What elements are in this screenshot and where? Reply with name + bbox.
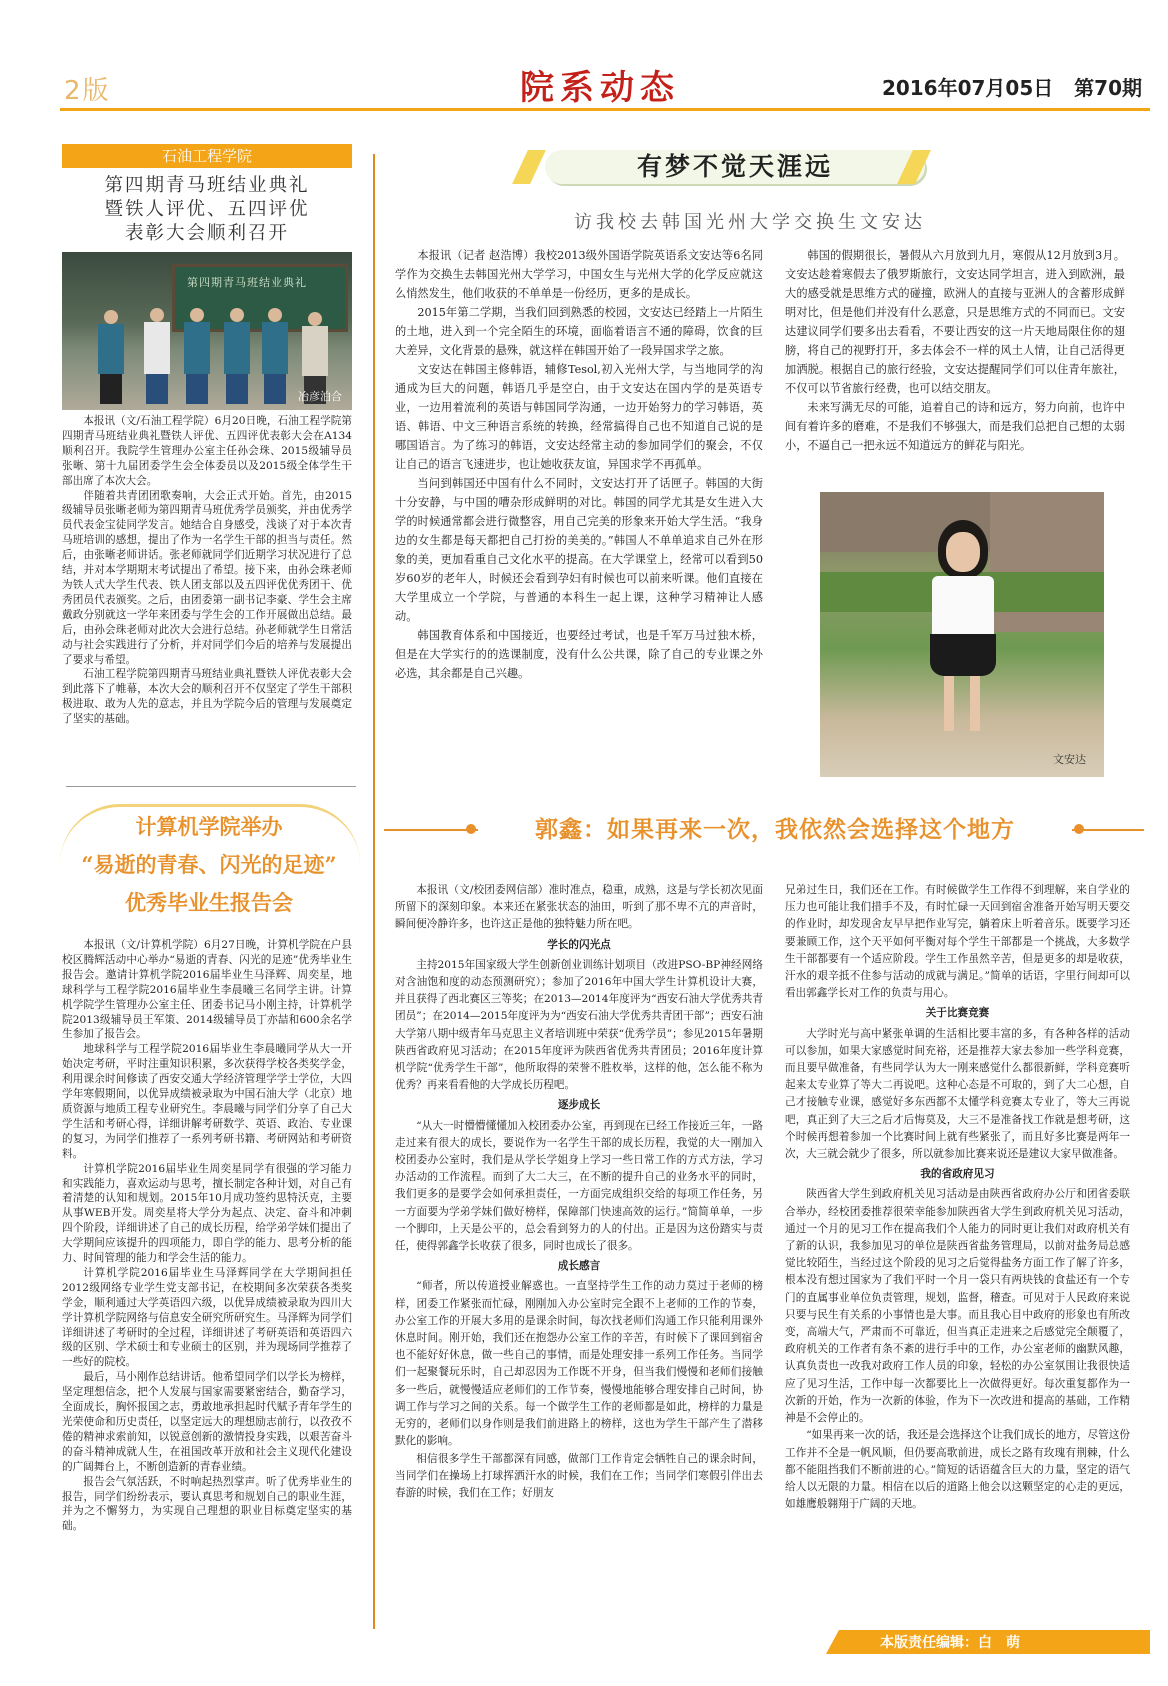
subheading: 学长的闪光点 bbox=[547, 938, 611, 951]
paragraph: 最后，马小刚作总结讲话。他希望同学们以学长为榜样，坚定理想信念，把个人发展与国家需要紧密结合，勤奋学习，全面成长，胸怀报国之志，勇敢地承担起时代赋予青年学生的光荣使命和历史责任，以坚定远大的理想励志前行，以孜孜不倦的精神求索前知，以锐意创新的激情投身实践，以艰苦奋斗的奋斗精神成就人生，在祖国改革开放和社会主义现代化建设的广阔舞台上，不断创造新的青春业绩。 bbox=[62, 1371, 352, 1473]
paragraph: 韩国教育体系和中国接近，也要经过考试，也是千军万马过独木桥，但是在大学实行的的选课制度，没有什么公共课，除了自己的专业课之外必选，其余都是自己兴趣。 bbox=[395, 629, 763, 680]
petroleum-body bbox=[62, 414, 352, 727]
dream-subheadline: 访我校去韩国光州大学交换生文安达 bbox=[574, 212, 926, 233]
headline-deco-left bbox=[512, 150, 546, 184]
masthead-rule bbox=[60, 108, 1150, 111]
paragraph: 本报讯（文/计算机学院）6月27日晚，计算机学院在户县校区腾辉活动中心举办“易逝的青春、闪光的足迹”优秀毕业生报告会。邀请计算机学院2016届毕业生马泽辉、周奕星，地球科学与工程学院2016届毕业生李晨曦三名同学主讲。计算机学院学生管理办公室主任、团委书记马小刚主持，计算机学院2013级辅导员王军策、2014级辅导员丁亦喆和600余名学生参加了报告会。 bbox=[62, 939, 352, 1041]
headline-line: 第四期青马班结业典礼 bbox=[104, 175, 310, 196]
dream-col2 bbox=[785, 246, 1125, 455]
dream-col1 bbox=[395, 246, 763, 683]
rule-dot-left bbox=[466, 824, 476, 834]
paragraph: 2015年第二学期，当我们回到熟悉的校园，文安达已经踏上一片陌生的土地，进入到一个完全陌生的环境，面临着语言不通的障碍，饮食的巨大差异，文化背景的悬殊，就这样在韩国开始了一段异国求学之旅。 bbox=[395, 306, 763, 357]
headline-line: 暨铁人评优、五四评优 bbox=[104, 199, 310, 220]
paragraph: 本报讯（记者 赵浩博）我校2013级外国语学院英语系文安达等6名同学作为交换生去韩国光州大学学习，中国女生与光州大学的化学反应就这么悄然发生，他们收获的不单单是一份经历，更多的是成长。 bbox=[395, 249, 763, 300]
footer-editor: 本版责任编辑：白 萌 bbox=[880, 1635, 1020, 1651]
subheading: 逐步成长 bbox=[557, 1099, 601, 1112]
paragraph: 未来写满无尽的可能，追着自己的诗和远方，努力向前，也许中间有着许多的磨难，不是我们不够强大，而是我们总把自己想的太弱小，不逼自己一把永远不知道远方的鲜花与阳光。 bbox=[785, 401, 1125, 452]
paragraph: 兄弟过生日，我们还在工作。有时候做学生工作得不到理解，来自学业的压力也可能让我们措手不及，有时忙碌一天回到宿舍准备开始写明天要交的作业时，却发现舍友早早把作业写完，躺着床上听着音乐。既要学习还要兼顾工作，这个天平如何平衡对每个学生干部都是一个挑战，大多数学生干部都要有一个适应阶段。学生工作虽然辛苦，但是更多的却是收获，汗水的艰辛抵不住参与活动的成就与满足。”简单的话语，字里行间却可以看出郭鑫学长对工作的负责与用心。 bbox=[785, 884, 1130, 1000]
headline-line: “易逝的青春、闪光的足迹” bbox=[81, 852, 337, 877]
column-divider bbox=[373, 154, 375, 1629]
paragraph: 韩国的假期很长，暑假从六月放到九月，寒假从12月放到3月。文安达趁着寒假去了俄罗斯旅行，文安达同学坦言，进入到欧洲，最大的感受就是思维方式的碰撞，欧洲人的直接与亚洲人的含蓄形成鲜明对比，但是他们并没有什么恶意，只是思维方式的不同而已。文安达建议同学们要多出去看看，不要让西安的这一片天地局限住你的翅膀，将自己的视野打开，多去体会不一样的风土人情，让自己活得更加洒脱。根据自己的旅行经验，文安达提醒同学们可以住青年旅社，不仅可以节省旅行经费，也可以结交朋友。 bbox=[785, 249, 1125, 395]
petroleum-headline bbox=[62, 174, 352, 246]
left-divider bbox=[66, 786, 356, 787]
issue-number: 第70期 bbox=[1074, 76, 1142, 100]
headline-line: 优秀毕业生报告会 bbox=[125, 890, 293, 915]
paragraph: 本报讯（文/校团委网信部）准时准点，稳重，成熟，这是与学长初次见面所留下的深刻印象。本来还在紧张状态的油田，听到了那不卑不亢的声音时，瞬间便冷静许多，也许这正是他的独特魅力所在吧。 bbox=[395, 884, 763, 931]
paragraph: “如果再来一次的话，我还是会选择这个让我们成长的地方，尽管这份工作并不全是一帆风顺，但仍要高歌前进，成长之路有玫瑰有荆棘，什么都不能阻挡我们不断前进的心。”简短的话语蕴含巨大的力量，坚定的语气给人以无限的力量。相信在以后的道路上他会以这颗坚定的心走的更远，如雄鹰般翱翔于广阔的天地。 bbox=[785, 1429, 1130, 1511]
headline-line: 表彰大会顺利召开 bbox=[124, 223, 289, 244]
guoxin-col2 bbox=[785, 882, 1130, 1513]
paragraph: 本报讯（文/石油工程学院）6月20日晚，石油工程学院第四期青马班结业典礼暨铁人评优、五四评优表彰大会在A134顺利召开。我院学生管理办公室主任孙会珠、2015级辅导员张晰、第十九届团委学生会全体委员以及2015级全体学生干部出席了本次大会。 bbox=[62, 415, 352, 487]
guoxin-col1 bbox=[395, 882, 763, 1502]
dream-headline: 有梦不觉天涯远 bbox=[636, 152, 833, 181]
edition-label: 2版 bbox=[64, 76, 111, 106]
paragraph: 文安达在韩国主修韩语，辅修Tesol,初入光州大学，与当地同学的沟通成为巨大的问题，韩语几乎是空白，由于文安达在国内学的是英语专业，一边用着流利的英语与韩国同学沟通，一边开始努力的学习韩语，英语、韩语、中文三种语言系统的转换，经常搞得自己也不知道自己说的是哪国语言。为了练习的韩语，文安达经常主动的参加同学们的聚会，不仅让自己的语言飞速进步，也让她收获友谊，异国求学不再孤单。 bbox=[395, 363, 763, 471]
paragraph: 计算机学院2016届毕业生马泽辉同学在大学期间担任2012级网络专业学生党支部书记，在校期间多次荣获各类奖学金，顺利通过大学英语四六级，以优异成绩被录取为四川大学计算机学院网络与信息安全研究所研究生。马泽辉为同学们详细讲述了考研时的全过程，详细讲述了考研英语和英语四六级的区别、学术硕士和专业硕士的区别，并为现场同学推荐了一些好的院校。 bbox=[62, 1266, 352, 1369]
subheading: 我的省政府见习 bbox=[920, 1168, 995, 1181]
subheading: 关于比赛竞赛 bbox=[925, 1007, 990, 1020]
dream-photo bbox=[820, 492, 1104, 777]
paragraph: 计算机学院2016届毕业生周奕星同学有很强的学习能力和实践能力，喜欢运动与思考，擅长制定各种计划，对自己有着清楚的认知和规划。2015年10月成功签约思特沃克，主要从事WEB开发。周奕星将大学分为起点、决定、奋斗和冲刺四个阶段，详细讲述了自己的成长历程，给学弟学妹们提出了大学期间应该提升的四项能力，即自学的能力、思考分析的能力、时间管理的能力和学会生活的能力。 bbox=[62, 1162, 352, 1265]
computer-body bbox=[62, 938, 352, 1534]
guoxin-headline: 郭鑫：如果再来一次，我依然会选择这个地方 bbox=[478, 810, 1072, 850]
computer-headline bbox=[56, 808, 362, 922]
paragraph: 主持2015年国家级大学生创新创业训练计划项目（改进PSO-BP神经网络对含油饱和度的动态预测研究）；参加了2016年中国大学生计算机设计大赛，并且获得了西北赛区三等奖；在2013—2014年度评为“西安石油大学优秀共青团员”；在2014—2015年度评为为“西安石油大学优秀共青团干部”；西安石油大学第八期中级青年马克思主义者培训班中荣获“优秀学员”；参见2015年暑期陕西省政府见习活动；在2015年度评为陕西省优秀共青团员；2016年度计算机学院“优秀学生干部”，他所取得的荣誉不胜枚举，这样的他，怎么能不称为优秀？再来看看他的大学成长历程吧。 bbox=[395, 958, 763, 1092]
rule-dot-right bbox=[1074, 824, 1084, 834]
paragraph: 相信很多学生干部都深有同感，做部门工作肯定会牺牲自己的课余时间，当同学们在操场上打球挥洒汗水的时候，我们在工作；当同学们寒假引伴出去春游的时候，我们在工作；好朋友 bbox=[395, 1452, 763, 1499]
paragraph: “师者，所以传道授业解惑也。一直坚持学生工作的动力莫过于老师的榜样，团委工作紧张而忙碌，刚刚加入办公室时完全跟不上老师的工作的节奏，办公室工作的开展大多用的是课余时间，每次找老师们沟通工作只能利用课外休息时间。刚开始，我们还在抱怨办公室工作的辛苦，有时候下了课回到宿舍也不能好好休息，做一些自己的事情，而是处理安排一系列工作任务。当同学们一起聚餐玩乐时，自己却忍因为工作既不开身，但当我们慢慢和老师们接触多一些后，就慢慢适应老师们的工作节奏，慢慢地能够合理安排自己时间，协调工作与学习之间的关系。每一个做学生工作的老师都是如此，榜样的力量是无穷的，老师们以身作则是我们前进路上的榜样，这也为学生干部产生了潜移默化的影响。 bbox=[395, 1280, 763, 1448]
paragraph: 当问到韩国还中国有什么不同时，文安达打开了话匣子。韩国的大街十分安静，与中国的嘈杂形成鲜明的对比。韩国的同学尤其是女生进入大学的时候通常都会进行微整容，用自己完美的形象来开始大学生活。“我身边的女生都是每天都把自己打扮的美美的。”韩国人不单单追求自己外在形象的美，更加看重自己文化水平的提高。在大学课堂上，经常可以看到50岁60岁的老年人，时候还会看到孕妇有时候也可以前来听课。他们直接在大学里成立一个学院，与普通的本科生一起上课，这种学习精神让人感动。 bbox=[395, 477, 763, 623]
paragraph: 石油工程学院第四期青马班结业典礼暨铁人评优表彰大会到此落下了帷幕，本次大会的顺利召开不仅坚定了学生干部积极进取、敢为人先的意志，并且为学院今后的管理与发展奠定了坚实的基础。 bbox=[62, 668, 352, 726]
photo-watermark: 冶彦泊合 bbox=[298, 390, 342, 403]
issue-date bbox=[882, 72, 1142, 101]
paragraph: “从大一时懵懵懂懂加入校团委办公室，再到现在已经工作接近三年，一路走过来有很大的成长，要说作为一名学生干部的成长历程，我觉的大一刚加入校团委办公室时，我们是从学长学姐身上学习一些日常工作的方式方法，学习办活动的工作流程。而到了大二大三，在不断的提升自己的业务水平的同时，我们更多的是要学会如何承担责任，一方面完成组织交给的每项工作任务，另一方面要为学弟学妹们做好榜样，保障部门快速高效的运行。”简简单单，一步一个脚印，上天是公平的，总会看到努力的人的付出。正是因为这份踏实与责任，使得郭鑫学长收获了很多，同时也成长了很多。 bbox=[395, 1119, 763, 1253]
paragraph: 地球科学与工程学院2016届毕业生李晨曦同学从大一开始决定考研，平时注重知识积累，多次获得学校各类奖学金，利用课余时间修读了西安交通大学经济管理学学士学位，大四学年寒假期间，以优异成绩被录取为中国石油大学（北京）地质资源与地质工程专业研究生。李晨曦与同学们分享了自己大学生活和考研心得，详细讲解考研数学、英语、政治、专业课的复习，为同学们推荐了一系列考研书籍、考研网站和考研资料。 bbox=[62, 1043, 352, 1160]
section-title: 院系动态 bbox=[520, 68, 680, 108]
petroleum-photo: 第四期青马班结业典礼 冶彦泊合 bbox=[62, 252, 352, 410]
paragraph: 伴随着共青团团歌奏响，大会正式开始。首先，由2015级辅导员张晰老师为第四期青马班优秀学员颁奖，并由优秀学员代表金宝徒同学发言。她结合自身感受，浅谈了对于本次青马班培训的感想，提出了作为一名学生干部的担当与责任。然后，由张晰老师讲话。张老师就同学们近期学习状况进行了总结，并对本学期期末考试提出了希望。接下来，由孙会珠老师为铁人式大学生代表、铁人团支部以及五四评优优秀团干、优秀团员代表颁奖。之后，由团委第一副书记李豪、学生会主席戴政分别就这一学年来团委与学生会的工作开展做出总结。最后，由孙会珠老师对此次大会进行总结。孙老师就学生日常活动与社会实践进行了分析，并对同学们今后的培养与发展提出了要求与希望。 bbox=[62, 489, 352, 666]
dream-photo-caption: 文安达 bbox=[1053, 753, 1086, 766]
paragraph: 大学时光与高中紧张单调的生活相比要丰富的多，有各种各样的活动可以参加，如果大家感觉时间充裕，还是推荐大家去参加一些学科竞赛，而且要早做准备，有些同学认为大一刚来感觉什么都很新鲜，学科竞赛听起来太专业算了等大二再说吧。这种心态是不可取的，到了大二心想，自己才接触专业课，感觉好多东西都不太懂学科竞赛太专业了，等大三再说吧，真正到了大三之后才后悔莫及，大三不是准备找工作就是想考研，这个时候再想着参加一个比赛时间上就有些紧张了，而且好多比赛是两年一次，大三就会就少了很多，所以就参加比赛来说还是建议大家早做准备。 bbox=[785, 1027, 1130, 1161]
date: 2016年07月05日 bbox=[881, 76, 1054, 100]
paragraph: 报告会气氛活跃，不时响起热烈掌声。听了优秀毕业生的报告，同学们纷纷表示，要认真思考和规划自己的职业生涯，并为之不懈努力，为实现自己理想的职业目标奠定坚实的基础。 bbox=[62, 1475, 352, 1533]
paragraph: 陕西省大学生到政府机关见习活动是由陕西省政府办公厅和团省委联合举办，经校团委推荐很荣幸能参加陕西省大学生到政府机关见习活动，通过一个月的见习工作在提高我们个人能力的同时更让我们对政府机关有了新的认识，我参加见习的单位是陕西省盐务管理局，以前对盐务局总感觉比较陌生，当经过这个阶段的见习之后觉得盐务方面工作了解了许多，根本没有想过国家为了我们平时一个月一袋只有两块钱的食盐还有一个专门的直属事业单位负责管理，规划，监督，稽查。可见对于人民政府来说只要与民生有关系的小事情也是大事。而且我心目中政府的形象也有所改变，高端大气，严肃而不可靠近，但当真正走进来之后感觉完全颠覆了，政府机关的工作者有条不紊的进行手中的工作，办公室老师的幽默风趣，认真负责也一改我对政府工作人员的印象，轻松的办公室氛围让我很快适应了见习生活，工作中每一次都要比上一次做得更好。每次重复都作为一次新的开始，作为一次新的体验，作为下一次改进和提高的基础，工作精神是不会停止的。 bbox=[785, 1188, 1130, 1425]
subheading: 成长感言 bbox=[557, 1260, 601, 1273]
headline-line: 计算机学院举办 bbox=[135, 814, 283, 839]
petroleum-section-bar: 石油工程学院 bbox=[62, 144, 352, 168]
